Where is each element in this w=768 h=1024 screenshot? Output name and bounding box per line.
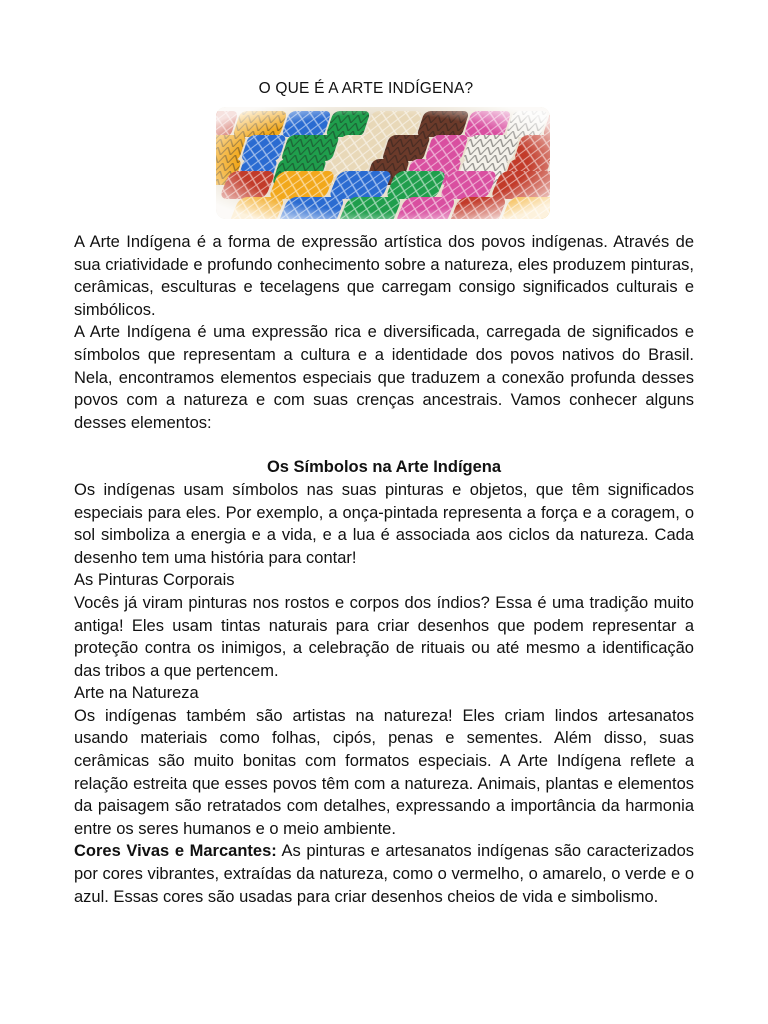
- nature-art-paragraph: Os indígenas também são artistas na natureza! Eles criam lindos artesanatos usando materiais como folhas, cipós, penas e sementes. Além disso, suas cerâmicas são muito bonitas com formatos especiais. A Arte Indígena reflete a relação estreita que esses povos têm com a natureza. Animais, plantas e elementos da paisagem são retratados com detalhes, expressando a importância da harmonia entre os seres humanos e o meio ambiente.: [74, 706, 694, 838]
- colors-lead: Cores Vivas e Marcantes:: [74, 842, 277, 861]
- symbols-paragraph: Os indígenas usam símbolos nas suas pinturas e objetos, que têm significados especiais para eles. Por exemplo, a onça-pintada representa a força e a coragem, o sol simboliza a energia e a vida, e a lua é associada aos ciclos da natureza. Cada desenho tem uma história para contar!: [74, 480, 694, 567]
- document-title: O QUE É A ARTE INDÍGENA?: [258, 80, 474, 97]
- body-paint-paragraph: Vocês já viram pinturas nos rostos e corpos dos índios? Essa é uma tradição muito antiga! Eles usam tintas naturais para criar desenhos que podem representar a proteção contra os inimigos, a celebração de rituais ou até mesmo a identificação das tribos a que pertencem.: [74, 593, 694, 680]
- nature-art-heading: Arte na Natureza: [74, 684, 199, 703]
- symbols-heading: Os Símbolos na Arte Indígena: [266, 458, 502, 477]
- colors-text: As pinturas e artesanatos indígenas são caracterizados por cores vibrantes, extraídas da natureza, como o vermelho, o amarelo, o verde e o azul. Essas cores são usadas para criar desenhos cheios de vida e simbolismo.: [74, 842, 694, 906]
- body-paint-heading: As Pinturas Corporais: [74, 571, 235, 590]
- textiles-photo: [216, 107, 550, 219]
- intro-paragraph-2: A Arte Indígena é uma expressão rica e diversificada, carregada de significados e símbolos que representam a cultura e a identidade dos povos nativos do Brasil. Nela, encontramos elementos especiais que traduzem a conexão profunda desses povos com a natureza e com suas crenças ancestrais. Vamos conhecer alguns desses elementos:: [74, 323, 694, 432]
- document-body: [74, 231, 694, 908]
- intro-paragraph: A Arte Indígena é a forma de expressão artística dos povos indígenas. Através de sua criatividade e profundo conhecimento sobre a natureza, eles produzem pinturas, cerâmicas, esculturas e tecelagens que carregam consigo significados culturais e simbólicos.: [74, 233, 694, 319]
- colors-paragraph: [74, 840, 694, 908]
